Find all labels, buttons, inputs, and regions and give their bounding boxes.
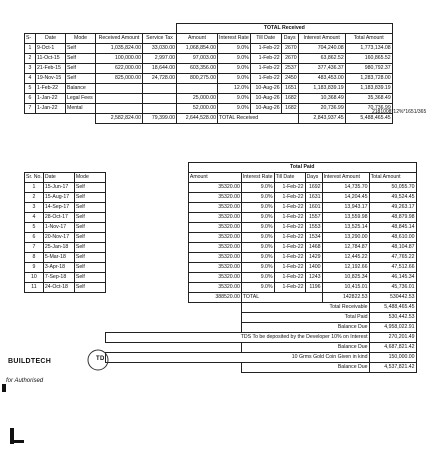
cell-sr: 11 — [25, 283, 44, 293]
cell-interest: 12,192.66 — [322, 263, 369, 273]
table-row — [25, 253, 417, 263]
cell-amount: 35320.00 — [188, 193, 241, 203]
cell-rate: 9.0% — [218, 44, 251, 54]
header-interest: Interest Amount — [298, 34, 345, 44]
header-sr: Sr. No. — [25, 173, 44, 183]
cell-total: 1,183,839.19 — [345, 84, 392, 94]
cell-till: 1-Feb-22 — [250, 64, 281, 74]
cell-sr: 3 — [25, 203, 44, 213]
cell-total: 35,368.49 — [345, 94, 392, 104]
cell-days: 1400 — [305, 263, 322, 273]
total-amount: 388520.00 — [188, 293, 241, 303]
cell-amount: 25,000.00 — [177, 94, 218, 104]
cell-mode: Self — [66, 54, 96, 64]
cell-date: 21-Feb-15 — [36, 64, 66, 74]
cell-amount: 35320.00 — [188, 253, 241, 263]
cell-total: 160,865.52 — [345, 54, 392, 64]
stamp-circle-icon — [86, 348, 110, 372]
total-interest: 2,843,937.45 — [298, 114, 345, 124]
table-row — [25, 203, 417, 213]
cell-till: 1-Feb-22 — [274, 263, 305, 273]
header-mode: Mode — [74, 173, 105, 183]
cell-date: 15-Aug-17 — [43, 193, 74, 203]
cell-rate: 9.0% — [241, 203, 274, 213]
cell-sr: 4 — [25, 213, 44, 223]
cell-total: 47,512.66 — [369, 263, 416, 273]
header-mode: Mode — [66, 34, 96, 44]
summary-row — [25, 363, 417, 373]
cell-rate: 9.0% — [241, 273, 274, 283]
cell-days: 1196 — [305, 283, 322, 293]
cell-rate: 9.0% — [241, 193, 274, 203]
cell-mode: Mental — [66, 104, 96, 114]
cell-sr: 2 — [25, 54, 36, 64]
cell-interest: 13,943.17 — [322, 203, 369, 213]
cell-interest: 14,735.70 — [322, 183, 369, 193]
cell-received: 100,000.00 — [96, 54, 143, 64]
summary-value: 4,687,821.42 — [369, 343, 416, 353]
cell-till: 1-Feb-22 — [274, 193, 305, 203]
cell-sr: 6 — [25, 233, 44, 243]
totals-row — [25, 114, 393, 124]
cell-interest: 12,445.22 — [322, 253, 369, 263]
summary-row — [25, 333, 417, 343]
summary-value: 270,201.49 — [369, 333, 416, 343]
header-days: Days — [305, 173, 322, 183]
cell-rate: 9.0% — [218, 64, 251, 74]
cell-days: 1601 — [305, 203, 322, 213]
cell-date: 14-Sep-17 — [43, 203, 74, 213]
cell-days: 1243 — [305, 273, 322, 283]
cell-total: 49,524.45 — [369, 193, 416, 203]
cell-mode: Self — [74, 263, 105, 273]
total-tax: 79,399.00 — [143, 114, 177, 124]
cell-interest: 13,290.00 — [322, 233, 369, 243]
cell-sr: 3 — [25, 64, 36, 74]
cell-rate: 12.0% — [218, 84, 251, 94]
summary-row — [25, 303, 417, 313]
table-row — [25, 233, 417, 243]
cell-tax: 2,997.00 — [143, 54, 177, 64]
header-sr: S- — [25, 34, 36, 44]
table-row — [25, 84, 393, 94]
summary-row — [25, 323, 417, 333]
summary-label: Balance Due — [241, 343, 369, 353]
header-interest: Interest Amount — [322, 173, 369, 183]
cell-till: 1-Feb-22 — [274, 283, 305, 293]
cell-sr: 8 — [25, 253, 44, 263]
cell-total: 45,736.01 — [369, 283, 416, 293]
cell-till: 1-Feb-22 — [274, 233, 305, 243]
cell-rate: 9.0% — [241, 263, 274, 273]
received-table-title: TOTAL Received — [177, 24, 393, 34]
cell-mode: Legal Fees — [66, 94, 96, 104]
totals-row — [25, 293, 417, 303]
cell-mode: Self — [74, 243, 105, 253]
cell-date: 1-Nov-17 — [43, 223, 74, 233]
cell-received: 1,035,824.00 — [96, 44, 143, 54]
cell-total: 70,736.99 — [345, 104, 392, 114]
cell-mode: Self — [66, 74, 96, 84]
cell-till: 1-Feb-22 — [274, 203, 305, 213]
cell-received — [96, 84, 143, 94]
cell-amount — [177, 84, 218, 94]
cell-date: 25-Jan-18 — [43, 243, 74, 253]
cell-date: 3-Apr-18 — [43, 263, 74, 273]
summary-row — [25, 343, 417, 353]
cell-date: 20-Nov-17 — [43, 233, 74, 243]
cell-till: 1-Feb-22 — [250, 44, 281, 54]
cell-days: 1468 — [305, 243, 322, 253]
cell-interest: 14,204.45 — [322, 193, 369, 203]
table-row — [25, 243, 417, 253]
scan-mark — [2, 384, 6, 392]
cell-interest: 13,525.14 — [322, 223, 369, 233]
cell-date: 19-Nov-15 — [36, 74, 66, 84]
cell-rate: 9.0% — [218, 104, 251, 114]
table-row — [25, 44, 393, 54]
cell-days: 2670 — [281, 54, 298, 64]
cell-rate: 9.0% — [218, 54, 251, 64]
header-amount: Amount — [177, 34, 218, 44]
table-row — [25, 213, 417, 223]
cell-sr: 5 — [25, 223, 44, 233]
header-total: Total Amount — [345, 34, 392, 44]
cell-amount: 35320.00 — [188, 233, 241, 243]
table-row — [25, 273, 417, 283]
cell-amount: 35320.00 — [188, 243, 241, 253]
table-row — [25, 283, 417, 293]
cell-sr: 7 — [25, 243, 44, 253]
cell-sr: 6 — [25, 94, 36, 104]
cell-sr: 2 — [25, 193, 44, 203]
cell-till: 10-Aug-26 — [250, 94, 281, 104]
total-label: TOTAL — [241, 293, 322, 303]
cell-mode: Self — [74, 233, 105, 243]
cell-days: 1692 — [305, 183, 322, 193]
cell-amount: 800,275.00 — [177, 74, 218, 84]
summary-label: TDS To be deposited by the Developer 10% on Interest — [105, 333, 369, 343]
cell-total: 46,145.34 — [369, 273, 416, 283]
header-service-tax: Service Tax — [143, 34, 177, 44]
cell-interest: 63,862.52 — [298, 54, 345, 64]
cell-date: 15-Jun-17 — [43, 183, 74, 193]
logo-suffix: TD — [96, 356, 105, 362]
cell-till: 1-Feb-22 — [274, 253, 305, 263]
cell-days: 2670 — [281, 44, 298, 54]
cell-days: 1682 — [281, 94, 298, 104]
cell-interest: 10,415.01 — [322, 283, 369, 293]
cell-mode: Balance — [66, 84, 96, 94]
cell-days: 1557 — [305, 213, 322, 223]
cell-total: 47,765.22 — [369, 253, 416, 263]
table-row — [25, 104, 393, 114]
summary-label: Total Paid — [241, 313, 369, 323]
cell-till: 10-Aug-26 — [250, 84, 281, 94]
cell-mode: Self — [74, 213, 105, 223]
cell-tax: 18,644.00 — [143, 64, 177, 74]
cell-sr: 1 — [25, 44, 36, 54]
cell-sr: 7 — [25, 104, 36, 114]
table-row — [25, 223, 417, 233]
cell-interest: 12,784.87 — [322, 243, 369, 253]
cell-mode: Self — [74, 283, 105, 293]
cell-total: 50,055.70 — [369, 183, 416, 193]
cell-date: 9-Oct-1 — [36, 44, 66, 54]
summary-label: Total Receivable — [241, 303, 369, 313]
authorised-signatory: for Authorised — [6, 378, 44, 384]
cell-amount: 52,000.00 — [177, 104, 218, 114]
table-row — [25, 74, 393, 84]
cell-till: 1-Feb-22 — [250, 54, 281, 64]
cell-sr: 4 — [25, 74, 36, 84]
cell-tax — [143, 104, 177, 114]
total-label: TOTAL Received — [218, 114, 299, 124]
header-rate: Interest Rate — [241, 173, 274, 183]
cell-rate: 9.0% — [241, 233, 274, 243]
cell-interest: 483,453.00 — [298, 74, 345, 84]
cell-mode: Self — [74, 253, 105, 263]
cell-received — [96, 104, 143, 114]
cell-amount: 35320.00 — [188, 273, 241, 283]
table-row — [25, 183, 417, 193]
cell-interest: 13,559.98 — [322, 213, 369, 223]
cell-rate: 9.0% — [241, 223, 274, 233]
total-received: 2,582,824.00 — [96, 114, 143, 124]
cell-till: 1-Feb-22 — [274, 223, 305, 233]
total-interest: 142822.53 — [322, 293, 369, 303]
paid-table-title: Total Paid — [188, 163, 416, 173]
header-date: Date — [43, 173, 74, 183]
cell-interest: 1,183,839.19 — [298, 84, 345, 94]
cell-date: 1-Jan-22 — [36, 104, 66, 114]
table-row — [25, 263, 417, 273]
header-till-date: Till Date — [274, 173, 305, 183]
total-total: 530442.53 — [369, 293, 416, 303]
cell-till: 1-Feb-22 — [274, 243, 305, 253]
cell-total: 1,283,728.00 — [345, 74, 392, 84]
total-total: 5,488,465.45 — [345, 114, 392, 124]
cell-days: 1534 — [305, 233, 322, 243]
cell-received: 825,000.00 — [96, 74, 143, 84]
cell-interest: 704,240.08 — [298, 44, 345, 54]
cell-tax: 24,728.00 — [143, 74, 177, 84]
cell-received — [96, 94, 143, 104]
cell-tax — [143, 94, 177, 104]
cell-sr: 1 — [25, 183, 44, 193]
cell-till: 10-Aug-26 — [250, 104, 281, 114]
cell-rate: 9.0% — [241, 243, 274, 253]
summary-row — [25, 353, 417, 363]
cell-till: 1-Feb-22 — [274, 213, 305, 223]
cell-days: 1651 — [281, 84, 298, 94]
cell-total: 1,773,134.08 — [345, 44, 392, 54]
total-amount: 2,644,528.00 — [177, 114, 218, 124]
summary-value: 4,958,022.91 — [369, 323, 416, 333]
scan-mark — [14, 440, 24, 443]
cell-date: 11-Oct-15 — [36, 54, 66, 64]
cell-date: 7-Sep-18 — [43, 273, 74, 283]
cell-interest: 377,436.37 — [298, 64, 345, 74]
cell-received: 622,000.00 — [96, 64, 143, 74]
table-row — [25, 54, 393, 64]
cell-interest: 20,736.99 — [298, 104, 345, 114]
header-date: Date — [36, 34, 66, 44]
summary-row — [25, 313, 417, 323]
cell-mode: Self — [66, 44, 96, 54]
summary-value: 530,442.53 — [369, 313, 416, 323]
cell-mode: Self — [74, 223, 105, 233]
summary-label: Balance Due — [241, 363, 369, 373]
header-total: Total Amount — [369, 173, 416, 183]
cell-till: 1-Feb-22 — [274, 183, 305, 193]
cell-total: 48,610.00 — [369, 233, 416, 243]
cell-amount: 35320.00 — [188, 203, 241, 213]
cell-days: 1631 — [305, 193, 322, 203]
cell-date: 5-Mar-18 — [43, 253, 74, 263]
table-row — [25, 64, 393, 74]
cell-rate: 9.0% — [241, 253, 274, 263]
cell-amount: 35320.00 — [188, 263, 241, 273]
table-row — [25, 94, 393, 104]
cell-rate: 9.0% — [241, 283, 274, 293]
cell-amount: 35320.00 — [188, 183, 241, 193]
cell-till: 1-Feb-22 — [274, 273, 305, 283]
cell-mode: Self — [74, 273, 105, 283]
cell-tax: 33,030.00 — [143, 44, 177, 54]
cell-mode: Self — [74, 183, 105, 193]
cell-sr: 9 — [25, 263, 44, 273]
cell-date: 24-Oct-18 — [43, 283, 74, 293]
summary-value: 150,000.00 — [369, 353, 416, 363]
received-table — [24, 23, 393, 124]
cell-total: 48,104.87 — [369, 243, 416, 253]
table-row — [25, 193, 417, 203]
cell-rate: 9.0% — [218, 94, 251, 104]
summary-label: Balance Due — [241, 323, 369, 333]
cell-mode: Self — [74, 193, 105, 203]
header-till-date: Till Date — [250, 34, 281, 44]
cell-days: 2537 — [281, 64, 298, 74]
cell-rate: 9.0% — [241, 183, 274, 193]
cell-amount: 35320.00 — [188, 223, 241, 233]
summary-value: 4,537,821.42 — [369, 363, 416, 373]
cell-amount: 35320.00 — [188, 283, 241, 293]
paid-table — [24, 162, 417, 373]
cell-mode: Self — [66, 64, 96, 74]
cell-rate: 9.0% — [241, 213, 274, 223]
cell-interest: 10,368.49 — [298, 94, 345, 104]
cell-sr: 10 — [25, 273, 44, 283]
cell-amount: 603,356.00 — [177, 64, 218, 74]
cell-amount: 1,068,854.00 — [177, 44, 218, 54]
cell-tax — [143, 84, 177, 94]
cell-mode: Self — [74, 203, 105, 213]
cell-date: 28-Oct-17 — [43, 213, 74, 223]
cell-days: 2450 — [281, 74, 298, 84]
cell-rate: 9.0% — [218, 74, 251, 84]
cell-sr: 5 — [25, 84, 36, 94]
header-amount: Amount — [188, 173, 241, 183]
cell-days: 1682 — [281, 104, 298, 114]
stray-calculation-note: 2181008*12%*1651/365 — [372, 109, 427, 115]
header-rate: Interest Rate — [218, 34, 251, 44]
cell-date: 1-Feb-22 — [36, 84, 66, 94]
cell-days: 1553 — [305, 223, 322, 233]
cell-total: 49,263.17 — [369, 203, 416, 213]
cell-total: 48,845.14 — [369, 223, 416, 233]
summary-value: 5,488,465.45 — [369, 303, 416, 313]
header-days: Days — [281, 34, 298, 44]
cell-amount: 97,003.00 — [177, 54, 218, 64]
cell-amount: 35320.00 — [188, 213, 241, 223]
header-received: Received Amount — [96, 34, 143, 44]
logo-text: BUILDTECH — [8, 358, 52, 365]
cell-total: 48,879.98 — [369, 213, 416, 223]
cell-till: 1-Feb-22 — [250, 74, 281, 84]
summary-label: 10 Grms Gold Coin Given in kind — [105, 353, 369, 363]
cell-total: 980,792.37 — [345, 64, 392, 74]
cell-date: 1-Jan-22 — [36, 94, 66, 104]
company-logo — [8, 358, 51, 365]
cell-days: 1429 — [305, 253, 322, 263]
cell-interest: 10,825.34 — [322, 273, 369, 283]
